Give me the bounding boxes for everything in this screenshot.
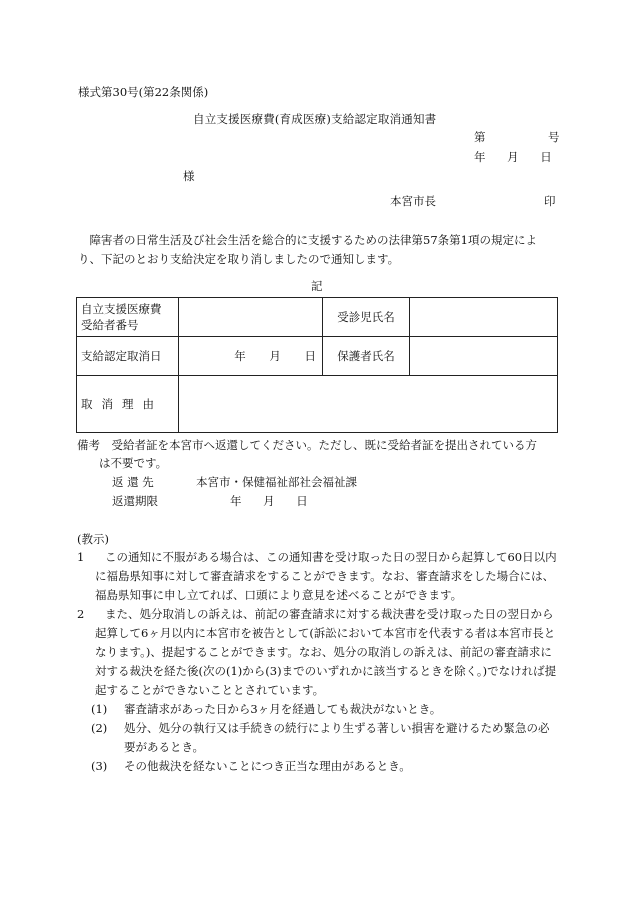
recipient-number-value[interactable]	[179, 298, 323, 337]
guardian-name-value[interactable]	[410, 337, 558, 376]
return-destination-label: 返 還 先	[112, 475, 154, 489]
recipient-number-label-line1: 自立支援医療費	[81, 302, 162, 316]
return-deadline-value: 年 月 日	[230, 494, 308, 508]
list-item	[77, 757, 557, 776]
return-deadline	[112, 493, 308, 509]
document-title: 自立支援医療費(育成医療)支給認定取消通知書	[193, 112, 437, 126]
seal-mark: 印	[544, 194, 556, 208]
item-number: 2	[77, 607, 85, 621]
list-item	[77, 548, 557, 605]
item-number: (3)	[91, 759, 108, 773]
recipient-honorific: 様	[183, 169, 195, 183]
instruction-list	[77, 548, 557, 776]
guardian-name-label: 保護者氏名	[323, 337, 410, 376]
patient-name-value[interactable]	[410, 298, 558, 337]
table-row	[77, 337, 558, 376]
return-destination-value: 本宮市・保健福祉部社会福祉課	[196, 475, 357, 489]
ki-heading: 記	[311, 279, 323, 293]
item-number: 1	[77, 550, 85, 564]
instruction-heading: (教示)	[77, 532, 109, 546]
remarks-line1: 受給者証を本宮市へ返還してください。ただし、既に受給者証を提出されている方	[111, 438, 537, 452]
item-text: 処分、処分の執行又は手続きの続行により生ずる著しい損害を避けるため緊急の必要があるとき。	[124, 721, 550, 754]
issue-date: 年 月 日	[474, 150, 552, 164]
item-number: (1)	[91, 702, 108, 716]
details-table	[76, 297, 558, 433]
recipient-number-label	[77, 298, 179, 337]
number-suffix: 号	[548, 130, 560, 144]
table-row	[77, 376, 558, 433]
item-text: その他裁決を経ないことにつき正当な理由があるとき。	[124, 759, 411, 773]
remarks-label: 備考	[77, 438, 100, 452]
table-row	[77, 298, 558, 337]
patient-name-label: 受診児氏名	[323, 298, 410, 337]
list-item	[77, 605, 557, 700]
cancel-date-value[interactable]: 年 月 日	[179, 337, 323, 376]
item-number: (2)	[91, 721, 108, 735]
cancel-reason-value[interactable]	[179, 376, 558, 433]
remarks-line2: は不要です。	[99, 456, 168, 470]
cancel-date-label: 支給認定取消日	[77, 337, 179, 376]
issuer-name: 本宮市長	[390, 194, 436, 208]
cancel-reason-label: 取消理由	[77, 376, 179, 433]
item-text: この通知に不服がある場合は、この通知書を受け取った日の翌日から起算して60日以内に福島県知事に対して審査請求をすることができます。なお、審査請求をした場合には、福島県知事に申し立てれば、口頭により意見を述べることができます。	[95, 550, 557, 602]
form-number: 様式第30号(第22条関係)	[78, 85, 209, 99]
return-destination	[112, 474, 357, 490]
list-item	[77, 719, 557, 757]
recipient-number-label-line2: 受給者番号	[81, 318, 139, 332]
return-deadline-label: 返還期限	[112, 494, 158, 508]
item-text: 審査請求があった日から3ヶ月を経過しても裁決がないとき。	[124, 702, 442, 716]
remarks	[77, 436, 557, 472]
item-text: また、処分取消しの訴えは、前記の審査請求に対する裁決書を受け取った日の翌日から起算して6ヶ月以内に本宮市を被告として(訴訟において本宮市を代表する者は本宮市長となります。)、提起することができます。なお、処分の取消しの訴えは、前記の審査請求に対する裁決を経た後(次の(1)から(3)までのいずれかに該当するときを除く。)でなければ提起することができないこととされています。	[95, 607, 557, 697]
list-item	[77, 700, 557, 719]
number-prefix: 第	[474, 130, 486, 144]
body-paragraph: 障害者の日常生活及び社会生活を総合的に支援するための法律第57条第1項の規定により、下記のとおり支給決定を取り消しましたので通知します。	[78, 233, 537, 266]
